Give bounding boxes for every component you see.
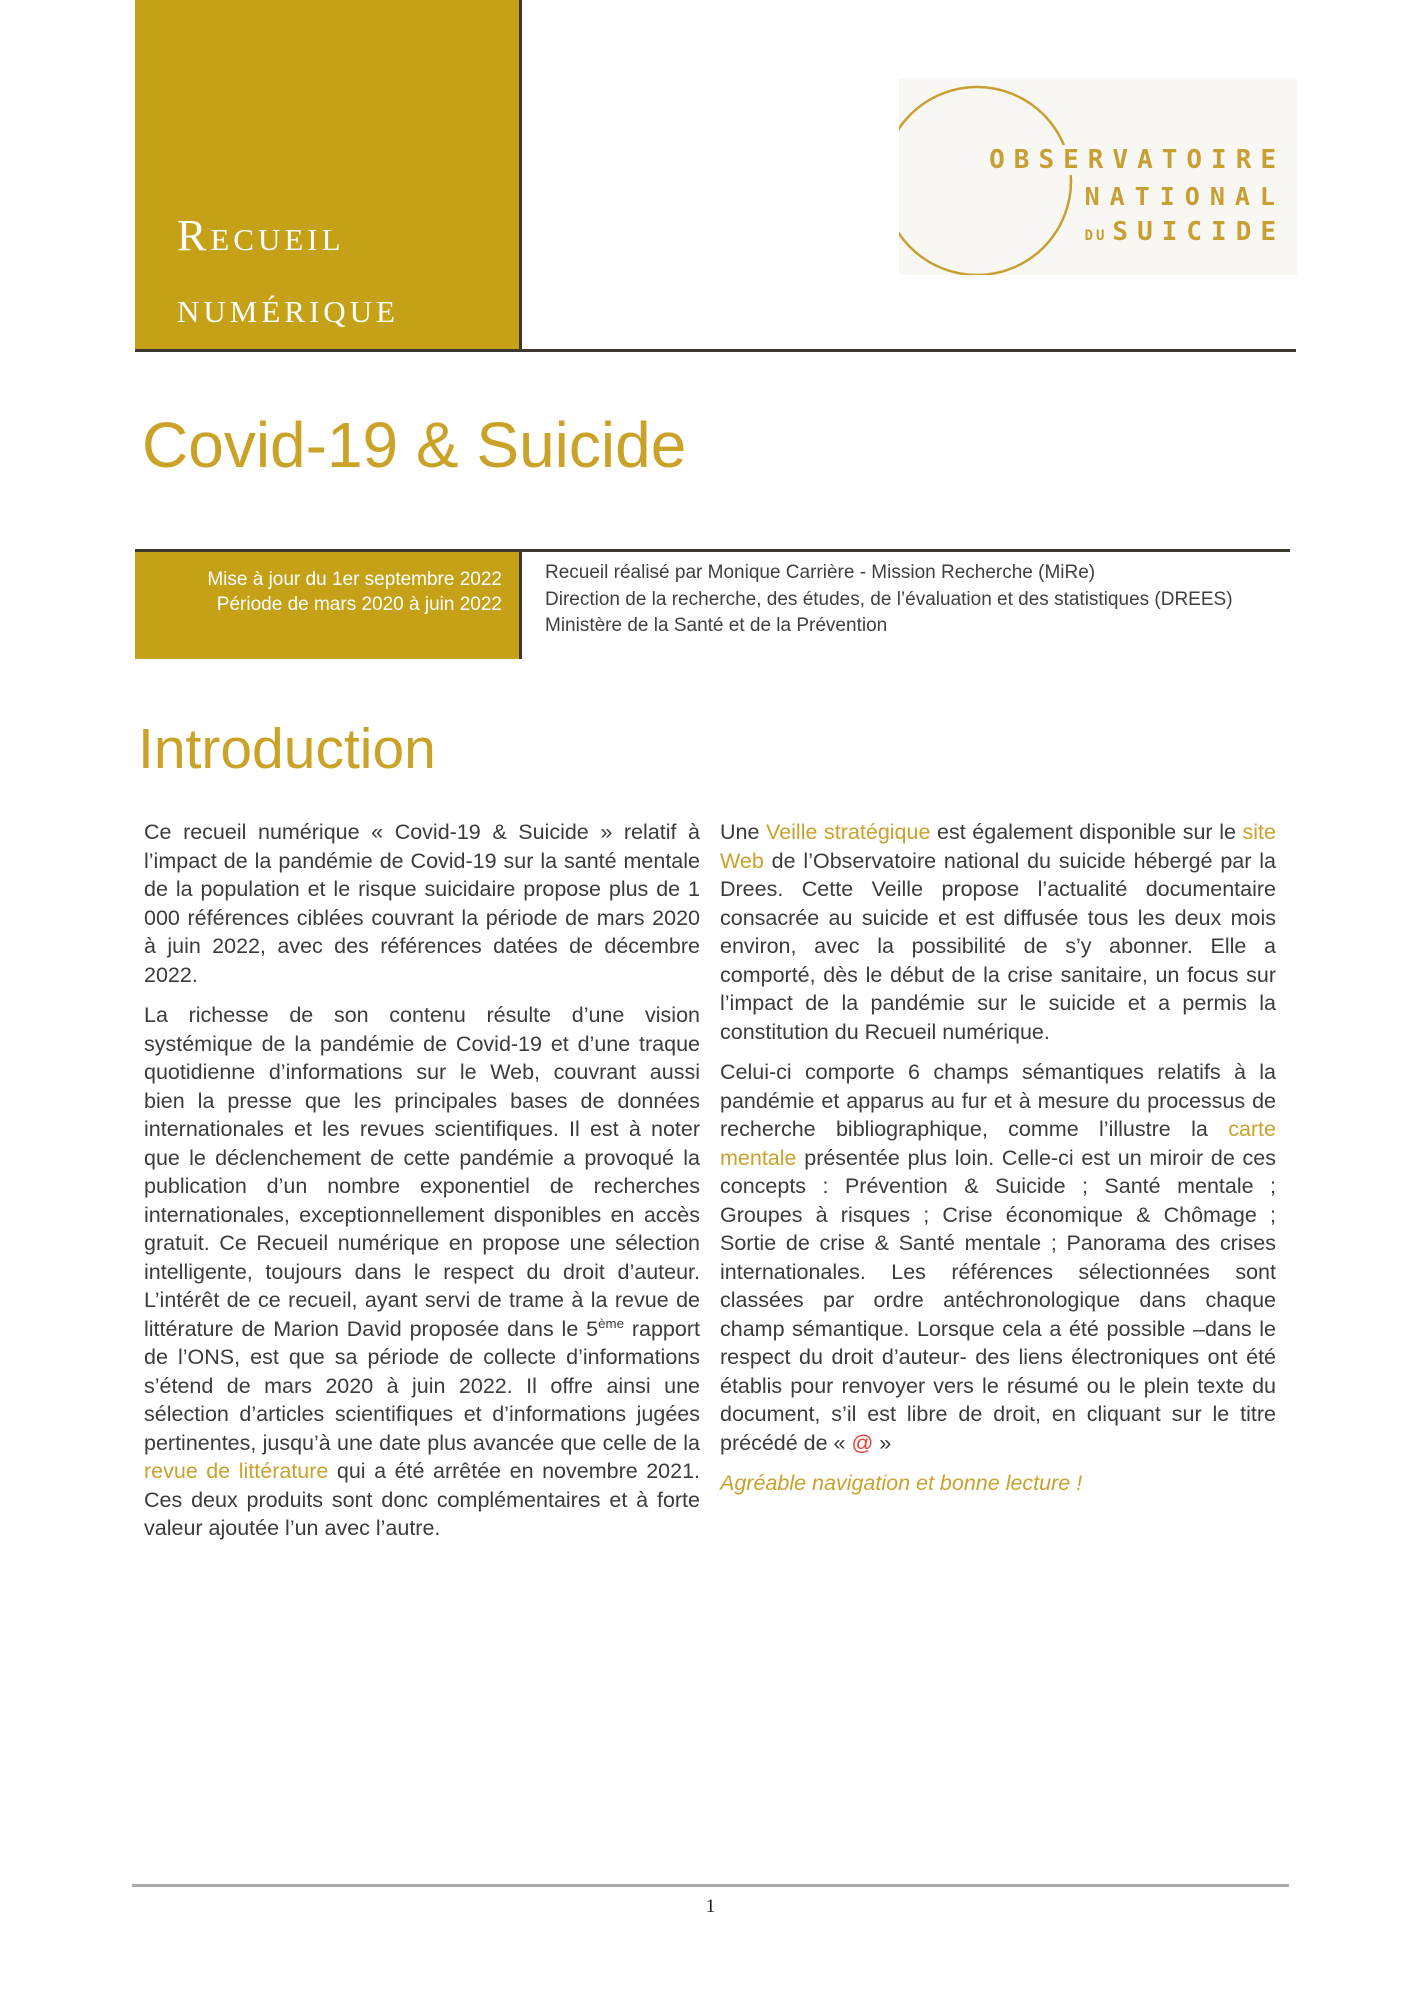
- link-site-web[interactable]: site Web: [720, 820, 1276, 873]
- credit-line: Direction de la recherche, des études, de l’évaluation et des statistiques (DREES): [545, 588, 1233, 610]
- text-run: ème: [598, 1315, 625, 1331]
- text-run: présentée plus loin. Celle-ci est un miroir de ces concepts : Prévention & Suicide ; Santé mentale ; Groupes à risques ; Crise économique & Chômage ; Sortie de crise & Santé mentale ; Panorama des crises internationales. Les références sélectionnées sont classées par ordre antéchronologique dans chaque champ sémantique. Lorsque cela a été possible –dans le respect du droit d’auteur- des liens électroniques ont été établis pour renvoyer vers le résumé ou le plein texte du document, s’il est libre de droit, en cliquant sur le titre précédé de «: [720, 1145, 1276, 1455]
- text-run: de l’Observatoire national du suicide hébergé par la Drees. Cette Veille propose l’actualité documentaire consacrée au suicide et est diffusée tous les deux mois environ, avec la possibilité de s’y abonner. Elle a comporté, dès le début de la crise sanitaire, un focus sur l’impact de la pandémie sur le suicide et a permis la constitution du Recueil numérique.: [720, 848, 1276, 1044]
- text-run: Celui-ci comporte 6 champs sémantiques relatifs à la pandémie et apparus au fur et à mesure du processus de recherche bibliographique, comme l’illustre la: [720, 1060, 1276, 1141]
- header-rule: [135, 349, 1296, 352]
- logo-word-suicide: DU SUICIDE: [1079, 217, 1285, 247]
- banner-line-1: Recueil: [177, 211, 345, 260]
- text-run: Ce recueil numérique « Covid-19 & Suicide » relatif à l’impact de la pandémie de Covid-19 sur la santé mentale de la population et le risque suicidaire propose plus de 1 000 références ciblées couvrant la période de mars 2020 à juin 2022, avec des références datées de décembre 2022.: [144, 820, 700, 987]
- closing-note: [720, 1469, 1276, 1498]
- text-run: est également disponible sur le: [930, 820, 1243, 844]
- paragraph: [144, 818, 700, 989]
- intro-col-left: [144, 818, 700, 1555]
- meta-updated: Mise à jour du 1er septembre 2022: [207, 569, 502, 590]
- gold-banner: [135, 0, 519, 350]
- text-run: La richesse de son contenu résulte d’une vision systémique de la pandémie de Covid-19 et d’une traque quotidienne d’informations sur le Web, couvrant aussi bien la presse que les principales bases de données internationales et les revues scientifiques. Il est à noter que le déclenchement de cette pandémie a provoqué la publication d’un nombre exponentiel de recherches internationales, exceptionnellement disponibles en accès gratuit. Ce Recueil numérique en propose une sélection intelligente, toujours dans le respect du droit d’auteur. L’intérêt de ce recueil, ayant servi de trame à la revue de littérature de Marion David proposée dans le 5: [144, 1003, 700, 1341]
- logo-word-du: DU: [1084, 228, 1108, 244]
- ons-logo: [899, 79, 1297, 275]
- text-run: rapport de l’ONS, est que sa période de collecte d’informations s’étend de mars 2020 à juin 2022. Il offre ainsi une sélection d’articles scientifiques et d’informations jugées pertinentes, jusqu’à une date plus avancée que celle de la: [144, 1316, 700, 1455]
- section-title: Introduction: [138, 717, 436, 781]
- banner-line-2: numérique: [177, 283, 399, 332]
- at-symbol: @: [851, 1430, 874, 1455]
- paragraph: [720, 1058, 1276, 1457]
- meta-period: Période de mars 2020 à juin 2022: [216, 594, 502, 615]
- paragraph: [144, 1001, 700, 1543]
- intro-columns: [144, 818, 1276, 1555]
- credit-line: Recueil réalisé par Monique Carrière - Mission Recherche (MiRe): [545, 562, 1096, 583]
- meta-dates-box: [135, 552, 519, 659]
- meta-divider-line: [519, 552, 522, 659]
- meta-credits: [545, 560, 1233, 640]
- text-run: qui a été arrêtée en novembre 2021. Ces deux produits sont donc complémentaires et à forte valeur ajoutée l’un avec l’autre.: [144, 1459, 701, 1540]
- banner-title: [177, 200, 399, 344]
- link-revue-de-litterature[interactable]: revue de littérature: [144, 1459, 329, 1483]
- text-run: Agréable navigation et bonne lecture !: [720, 1471, 1083, 1495]
- intro-col-right: [720, 818, 1276, 1555]
- page-title: Covid-19 & Suicide: [142, 409, 687, 481]
- link-veille-strategique[interactable]: Veille stratégique: [766, 820, 931, 844]
- logo-word-national: NATIONAL: [1079, 182, 1285, 211]
- text-run: »: [873, 1430, 892, 1455]
- footer-rule: [132, 1884, 1289, 1887]
- paragraph: [720, 818, 1276, 1046]
- link-carte-mentale[interactable]: carte mentale: [720, 1117, 1276, 1170]
- banner-divider-line: [519, 0, 522, 352]
- page-number: 1: [705, 1896, 716, 1917]
- credit-line: Ministère de la Santé et de la Prévention: [545, 615, 888, 636]
- logo-word-observatoire: OBSERVATOIRE: [983, 145, 1285, 175]
- text-run: Une: [720, 820, 767, 844]
